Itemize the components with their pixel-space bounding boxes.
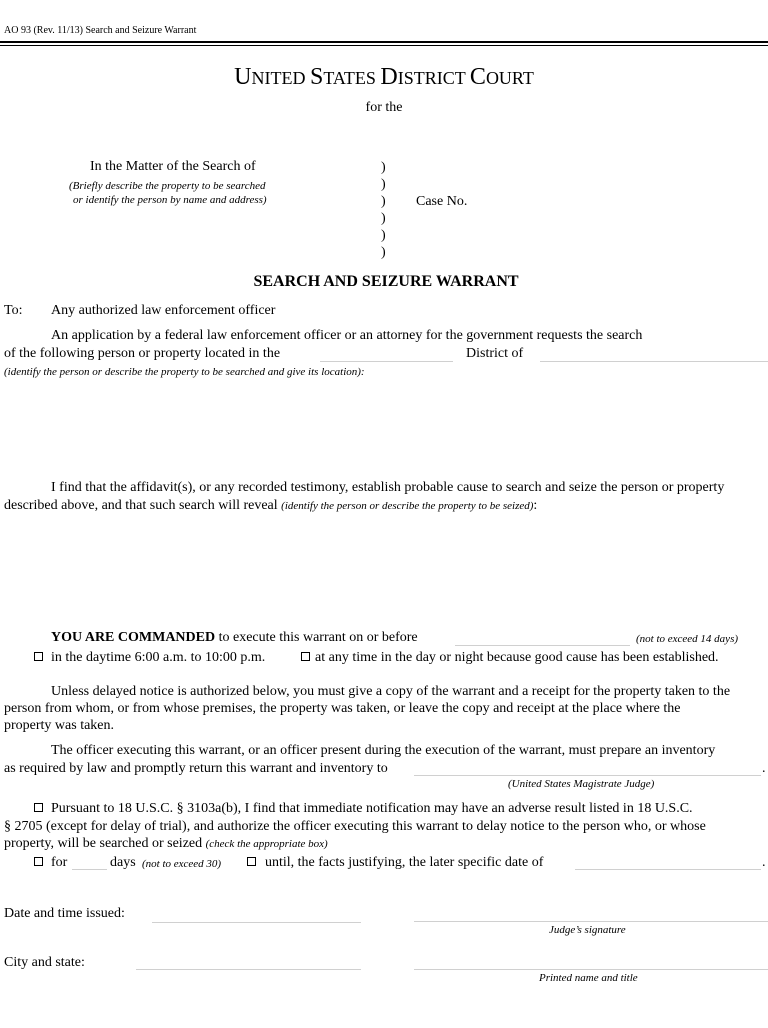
application-line-2a: of the following person or property located in the — [4, 346, 281, 361]
days-field[interactable] — [72, 869, 107, 870]
anytime-option: at any time in the day or night because good cause has been established. — [315, 650, 719, 665]
for-the: for the — [365, 100, 403, 115]
days-note: (not to exceed 30) — [142, 858, 222, 870]
located-in-field[interactable] — [320, 361, 453, 362]
days-label: days — [110, 855, 136, 870]
paren: ) — [381, 211, 386, 226]
inventory-line-2: as required by law and promptly return this warrant and inventory to — [4, 761, 388, 776]
notice-line-1: Unless delayed notice is authorized below, you must give a copy of the warrant and a receipt for the property taken to the — [51, 684, 731, 699]
city-state-field[interactable] — [136, 969, 361, 970]
magistrate-judge-field[interactable] — [414, 775, 761, 776]
inventory-line-1: The officer executing this warrant, or an officer present during the execution of the warrant, must prepare an inventory — [51, 743, 716, 758]
paren: ) — [381, 194, 386, 209]
paren: ) — [381, 160, 386, 175]
command-limit: (not to exceed 14 days) — [636, 633, 739, 645]
command-line: YOU ARE COMMANDED to execute this warrant on or before — [51, 630, 418, 645]
daytime-checkbox[interactable] — [34, 652, 43, 661]
warrant-heading: SEARCH AND SEIZURE WARRANT — [253, 273, 519, 290]
until-date-checkbox[interactable] — [247, 857, 256, 866]
to-label: To: — [4, 303, 23, 318]
printed-name-label: Printed name and title — [539, 972, 638, 984]
date-issued-label: Date and time issued: — [4, 906, 125, 921]
district-field[interactable] — [540, 361, 768, 362]
execute-by-date-field[interactable] — [455, 645, 630, 646]
delay-line-1: Pursuant to 18 U.S.C. § 3103a(b), I find that immediate notification may have an adverse result listed in 18 U.S.C. — [51, 801, 693, 816]
date-issued-field[interactable] — [152, 922, 361, 923]
application-line-1: An application by a federal law enforcement officer or an attorney for the government requests the search — [51, 328, 643, 343]
city-state-label: City and state: — [4, 955, 85, 970]
judge-signature-field[interactable] — [414, 921, 768, 922]
paren: ) — [381, 177, 386, 192]
finding-line-1: I find that the affidavit(s), or any recorded testimony, establish probable cause to search and seize the person or property — [51, 480, 725, 495]
paren: ) — [381, 228, 386, 243]
case-no-label: Case No. — [416, 194, 468, 209]
court-title: UNITED STATES DISTRICT COURT — [234, 64, 534, 90]
header-rule-thick — [0, 41, 768, 43]
delay-days-checkbox[interactable] — [34, 857, 43, 866]
delay-period: . — [762, 855, 766, 870]
delay-notice-checkbox[interactable] — [34, 803, 43, 812]
inventory-period: . — [762, 761, 766, 776]
finding-line-2: described above, and that such search will reveal (identify the person or describe the property to be seized): — [4, 498, 538, 513]
paren: ) — [381, 245, 386, 260]
header-rule-thin — [0, 45, 768, 46]
specific-date-field[interactable] — [575, 869, 761, 870]
for-label: for — [51, 855, 68, 870]
notice-line-2: person from whom, or from whose premises, the property was taken, or leave the copy and receipt at the place where the — [4, 701, 681, 716]
caption-instr-2: or identify the person by name and address) — [73, 194, 267, 206]
application-instr: (identify the person or describe the property to be searched and give its location): — [4, 366, 365, 378]
magistrate-judge-label: (United States Magistrate Judge) — [508, 778, 655, 790]
judge-signature-label: Judge’s signature — [549, 924, 626, 936]
until-label: until, the facts justifying, the later specific date of — [265, 855, 544, 870]
matter-label: In the Matter of the Search of — [90, 159, 256, 174]
delay-line-3: property, will be searched or seized (check the appropriate box) — [4, 836, 328, 851]
application-line-2b: District of — [466, 346, 524, 361]
printed-name-field[interactable] — [414, 969, 768, 970]
notice-line-3: property was taken. — [4, 718, 115, 733]
anytime-checkbox[interactable] — [301, 652, 310, 661]
caption-instr-1: (Briefly describe the property to be searched — [69, 180, 266, 192]
form-id: AO 93 (Rev. 11/13) Search and Seizure Warrant — [4, 25, 197, 36]
to-value: Any authorized law enforcement officer — [51, 303, 276, 318]
daytime-option: in the daytime 6:00 a.m. to 10:00 p.m. — [51, 650, 266, 665]
delay-line-2: § 2705 (except for delay of trial), and authorize the officer executing this warrant to delay notice to the person who, or whose — [4, 819, 706, 834]
